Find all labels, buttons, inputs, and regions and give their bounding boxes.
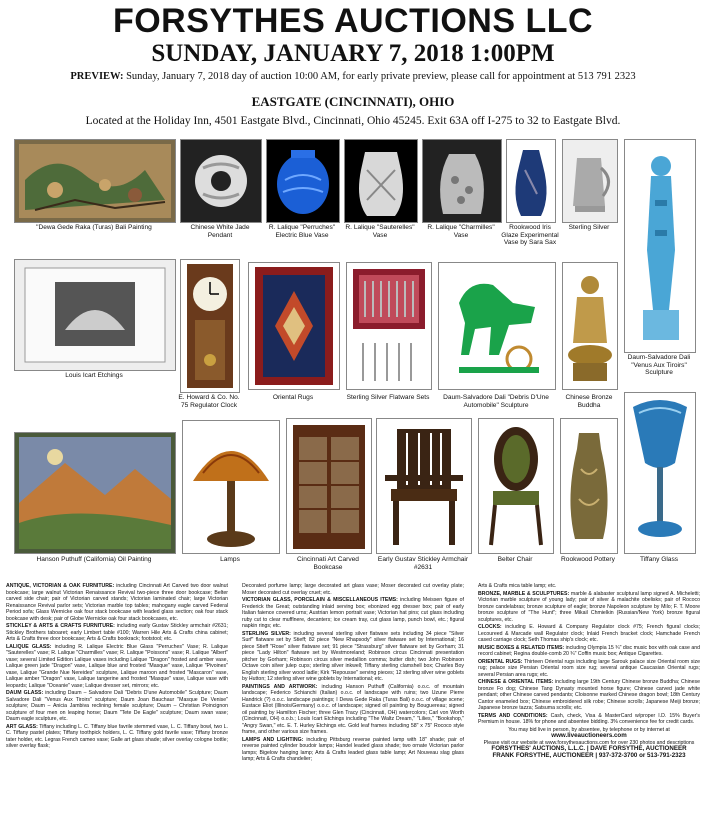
description-paragraph: [6, 644, 228, 690]
description-paragraph: [478, 659, 700, 679]
section-body: including several sterling silver flatware sets including 34 piece "Silver Surf" flatware set by Stieff; 82 piece "New Rhapsody" silver flatware set by International; 16 piece Stieff "Rose" silver flatware set; 91 piece "Strassburg" silver flatware set by Gorham; 31 piece "Lady Hilton" flatware set by Westmoreland; Robinson circus Cincinnati presentation pitcher by Gorham; Robinson circus silver medallion comma; butter dish; two John Robinson Octave coin silver julep cups; sterling silver inkwell; Tiffany sterling clamshell box; Charles Boy English sterling silver wood ladle; Kirk "Repousse" serving pieces; 12 sterling silver wine goblets by Hutton; 12 sterling silver wine goblets by International; etc.: [242, 630, 464, 682]
section-heading: ANTIQUE, VICTORIAN & OAK FURNITURE:: [6, 583, 115, 589]
caption-oriental-rugs: Oriental Rugs: [272, 394, 314, 401]
section-body: including Hanson Puthuff (California) o.o.c. of mountain landscape; Federico Schianchi (Italian) o.o.c. of landscape with ruins; two Uzune Pierre Handrick (?) o.o.c. landscape paintings; I Dewa Gede Raka (Turas Bali) o.o.c. of village scene; Eustace Eliot (Illinois/Germany) o.o.c. of landscape; signed oil painting by Bouguereau; signed oil painting by Hamilton Fischer; three Glen Tracy (Cincinnati, OH) watercolors; Carl von Worth (Cincinnati, OH) o.o.b.; Louis Icart Etchings including "The Waltz Dream," "Lilies," "Bookshop," "Angry Swan," etc. E. T. Hurley Etchings etc. Gold leaf frames including 58" x 75" Rococo style frame, and other various size frames.: [242, 683, 464, 735]
section-heading: STICKLEY & ARTS & CRAFTS FURNITURE:: [6, 623, 115, 629]
caption-venus-sculpture: Daum-Salvadore Dali "Venus Aux Tiroirs" Sculpture: [627, 354, 691, 376]
description-paragraph: [478, 591, 700, 624]
description-paragraph: [242, 737, 464, 763]
section-heading: CLOCKS:: [478, 624, 502, 630]
caption-howard-clock: E. Howard & Co. No. 75 Regulator Clock: [178, 394, 240, 409]
section-body: Tiffany including L. C. Tiffany blue favrile stemmed vase, L. C. Tiffany bowl, two L. C. Tiffany pastel plates; Tiffany toothpick holders, L. C. Tiffany gold favrile vase; Tiffany bronze tater holder, etc. Legras French cameo vase; Galle art glass shade; silver overlay cologne bottle; silver overlay flask;: [6, 723, 228, 749]
rookwood-vase-icon: [506, 139, 556, 223]
chair-icon: [478, 418, 554, 554]
caption-icart-etchings: Louis Icart Etchings: [65, 372, 123, 379]
jade-pendant-icon: [180, 139, 262, 223]
description-paragraph: [6, 583, 228, 622]
caption-charmilles-vase: R. Lalique "Charmilles" Vase: [427, 224, 495, 239]
section-body: Decorated porfume lamp; large decorated art glass vase; Moser decorated cut overlay plate; Moser decorated cut overlay cruet; etc.: [242, 583, 464, 596]
caption-sauterelles-vase: R. Lalique "Sauterelles" Vase: [345, 224, 415, 239]
clock-icon: [180, 259, 240, 393]
section-body: including large 19th Century Chinese bronze Buddha; Chinese bronze Fo dog; Chinese Tang Dynasty mounted horse figure; Chinese carved jade white pendant; other Chinese carved pendants; Cloisonne marked Chinese dragon bowl; 18th Century Cantor enameled box; Chinese embroidered silk robe; Chinese scrolls; Japanese Meiji bronze; Japanese bronze tazza; Satsuma scrolls; etc.: [478, 679, 700, 711]
section-body: marble & alabaster sculptural lamp signed A. Micheletti; Victorian marble sculpture of young lady; pair of silver & malachite obelisks; pair of Rococo bronze candelabras; bronze sculpture of eagle; bronze Napoleon sculpture by Milo; F. T. Moore bronze sculpture of "The Hunt"; three Mikail Chmielkin (Russian/New York) bronze figural sculptures, etc.: [478, 590, 700, 623]
footer-block: [478, 727, 700, 760]
section-body: Thirteen Oriental rugs including large Sarouk palace size Oriental room size rug; palace size Persian Oriental room size rug; several antique Caucasian Oriental rugs; several Persian area rugs; etc.: [478, 658, 700, 678]
auction-date: SUNDAY, JANUARY 7, 2018 1:00PM: [151, 40, 555, 67]
goblet-icon: [624, 392, 696, 554]
etching-icon: [14, 259, 176, 371]
caption-stickley-armchair: Early Gustav Stickley Armchair #2631: [377, 556, 469, 571]
liveauctioneers-link[interactable]: www.liveauctioneers.com: [551, 732, 627, 739]
section-heading: CHINESE & ORIENTAL ITEMS:: [478, 679, 554, 685]
auction-address: Located at the Holiday Inn, 4501 Eastgate Blvd., Cincinnati, Ohio 45245. Exit 63A off I-275 to 32 to Eastgate Blvd.: [85, 115, 621, 127]
section-body: Arts & Crafts mica table lamp; etc.: [478, 583, 557, 589]
description-paragraph: [242, 597, 464, 630]
website-info: Please visit our website at www.forsythesauctions.com for over 230 photos and descriptions: [483, 739, 695, 746]
section-heading: ART GLASS:: [6, 723, 38, 730]
preview-line: [0, 71, 706, 82]
section-body: including E. Howard & Company Regulator clock #75; French figural clocks; Lecoureed & Marcade wall Regulator clock; Inlaid French bracket clock; Hamchade French cased carriage clock; Seth Thomas ship's clock; etc.: [478, 624, 700, 643]
section-body: including Daum – Salvadore Dali "Debris D'une Automobile" Sculpture; Daum Salvadore Dali "Venus Aux Tiroirs" sculpture; Daum Joan Bauchaur "Masque De Venise" sculpture; Daum – Anicia Jambiva reclining female sculpture; Daum – Christian Poincignon sculpture of four men on leaping horse; Daum "Tete De Eagle" sculpture; Daum swan vase; Daum eagle sculpture, etc.: [6, 690, 228, 722]
section-body: Cash, check, Visa & MasterCard w/proper I.D. 15% Buyer's Premium in house. 18% for phone and absentee bidding. 3% convenience fee for credit cards.: [478, 712, 700, 725]
preview-text: Sunday, January 7, 2018 day of auction 10:00 AM, for early private preview, please call for appointment at 513 791 2323: [126, 71, 636, 82]
landscape-painting-icon: [14, 432, 176, 554]
caption-puthuff-painting: Hanson Puthuff (California) Oil Painting: [36, 556, 152, 563]
section-heading: BRONZE, MARBLE & SCULPTURES:: [478, 590, 570, 597]
column-3-items: [478, 583, 700, 726]
section-body: including Meissen figure of Frederick the Great; outstanding inlaid serving box; ebonized egg dresser box; pair of early Italian faience covered urns; Austrian lemon portrait vase; Victorian hat pins; cut glass including ruby cut to clear mufflnere, decanters; ice cream tray, cut glass lamp, punch bowl, etc.; figural napkin rings; etc.: [242, 597, 464, 629]
section-heading: MUSIC BOXES & RELATED ITEMS:: [478, 644, 565, 651]
rug-icon: [248, 262, 340, 390]
description-column-3: [478, 583, 700, 835]
caption-belter-chair: Belter Chair: [497, 556, 533, 563]
section-heading: VICTORIAN GLASS, PORCELAIN & MISCELLANEOUS ITEMS:: [242, 597, 398, 603]
auction-descriptions: [6, 583, 700, 835]
painting-icon: [14, 139, 176, 223]
description-paragraph: [478, 679, 700, 712]
description-paragraph: [478, 624, 700, 644]
bidding-info: You may bid live in person, by absentee, by telephone or by internet at: [508, 726, 670, 733]
section-heading: DAUM GLASS:: [6, 690, 44, 696]
section-body: including Olympia 15 ¾" disc music box with oak case and record cabinet; Regina double-comb 20 ¾" Coffin music box; Antique Cigarettes.: [478, 644, 700, 657]
section-body: including early Gustav Stickley armchair #2631; Stickley Brothers taboaret; early Limbert table #100; Warren Hile Arts & Crafts china cabinet; Arts & Crafts three door bookcase; Arts & Crafts bookrack; footstool; etc.: [6, 623, 228, 642]
armchair-icon: [376, 418, 472, 554]
preview-label: PREVIEW:: [70, 71, 124, 82]
flatware-icon: [346, 262, 432, 390]
description-column-1: [6, 583, 228, 835]
caption-flatware-sets: Sterling Silver Flatware Sets: [346, 394, 430, 401]
bookcase-icon: [286, 418, 372, 554]
horse-sculpture-icon: [438, 262, 556, 390]
lamp-icon: [182, 420, 280, 554]
rookwood-pottery-icon: [560, 418, 618, 554]
section-heading: LAMPS AND LIGHTING:: [242, 736, 304, 743]
section-body: including R. Lalique Electric Blue Glass "Perruches" Vase; R. Lalique "Sauterelles" vase; R. Lalique "Charmilles" vase; R. Lalique "Poissons" vase; R. Lalique "Albert" vase; several Limited Edition Lalique vases including Lalique "Dragon" frosted and amber vase, Lalique green jade "Dragon" vase, Lalique blue and frosted "Masque" vase, Lalique "Pivoines" vase, Lalique "Grande Nue Nereides" sculpture, Lalique maroon and frosted "Mascaron" vase, Lalique amber "Dragon" vase, Lalique tangerine and frosted "Masque" vase, Lalique vase with leopards; Lalique "Oceanie" vase; Lalique dresser set, mirrors; etc.: [6, 643, 228, 689]
company-contact-line-2: FRANK FORSYTHE, AUCTIONEER | 937-372-3700 or 513-791-2323: [492, 751, 686, 759]
buddha-icon: [562, 262, 618, 390]
caption-perruches-vase: R. Lalique "Perruches" Electric Blue Vase: [268, 224, 336, 239]
section-body: including Pittsburg reverse painted lamp with 18" shade; pair of reverse painted cylinder boudoir lamps; Handel leaded glass shade; two ornate Victorian parlor lamps; Bigelow hanging lamp; Arts & Crafts leaded glass table lamp; Art Nouveau slag glass lamp; Arts & Crafts chandelier;: [242, 736, 464, 762]
caption-sterling-silver: Sterling Silver: [568, 224, 610, 231]
caption-rookwood-iris: Rookwood Iris Glaze Experimental Vase by Sara Sax: [501, 224, 559, 246]
auction-house-title: FORSYTHES AUCTIONS LLC: [112, 2, 594, 40]
caption-rookwood-pottery: Rookwood Pottery: [561, 556, 615, 563]
section-heading: STERLING SILVER:: [242, 630, 291, 637]
description-paragraph: [6, 623, 228, 643]
company-contact-line-1: FORSYTHES' AUCTIONS, L.L.C. | DAVE FORSYTHE, AUCTIONEER: [491, 745, 687, 752]
sauterelles-vase-icon: [344, 139, 418, 223]
caption-bali-painting: "Dewa Gede Raka (Turas) Bali Painting: [36, 224, 152, 231]
auction-location: EASTGATE (CINCINNATI), OHIO: [251, 94, 455, 109]
caption-bronze-buddha: Chinese Bronze Buddha: [565, 394, 613, 409]
section-heading: TERMS AND CONDITIONS:: [478, 712, 548, 719]
silver-pitcher-icon: [562, 139, 618, 223]
section-heading: LALIQUE GLASS:: [6, 643, 52, 650]
venus-sculpture-icon: [624, 139, 696, 353]
description-paragraph: [478, 645, 700, 658]
section-body: including Cincinnati Art Carved two door walnut bookcase; large walnut Victorian Renaissance Revival two-piece three door bookcase; Belter carved side chair; pair of Victorian carved stands; Victorian laminated chair; large Victorian Renaissance Revival parlor sets; Victorian marble top tables; mahogany eagle carved Federal Period sofa; Glass Wernicke oak four stack bookcase with leaded glass section; oak four stack bookcase with desk; pair of Globe Wernicke oak four stack bookcases, etc.: [6, 583, 228, 622]
description-paragraph: [478, 713, 700, 726]
section-heading: PAINTINGS AND ARTWORK:: [242, 683, 318, 690]
section-heading: ORIENTAL RUGS:: [478, 658, 523, 665]
blue-vase-icon: [266, 139, 340, 223]
description-paragraph: [242, 631, 464, 683]
description-paragraph: [478, 583, 700, 590]
caption-carved-bookcase: Cincinnati Art Carved Bookcase: [297, 556, 359, 571]
charmilles-vase-icon: [422, 139, 502, 223]
description-paragraph: [6, 690, 228, 723]
description-column-2: [242, 583, 464, 835]
caption-jade-pendant: Chinese White Jade Pendant: [190, 224, 250, 239]
description-paragraph: [242, 583, 464, 596]
caption-dali-automobile: Daum-Salvadore Dali "Debris D'Une Automobile" Sculpture: [443, 394, 549, 409]
caption-lamps: Lamps: [220, 556, 240, 563]
description-paragraph: [6, 724, 228, 750]
caption-tiffany-glass: Tiffany Glass: [639, 556, 679, 563]
description-paragraph: [242, 684, 464, 736]
